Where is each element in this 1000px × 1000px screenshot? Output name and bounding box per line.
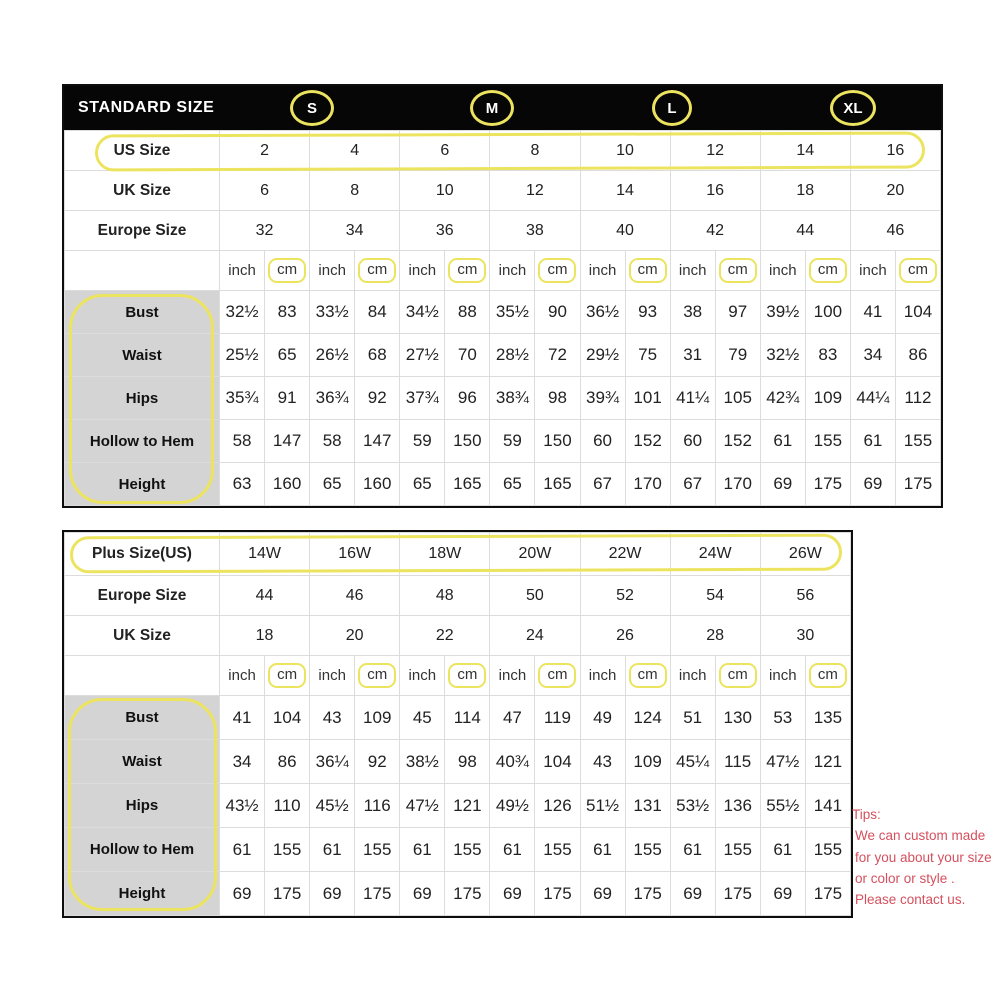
measurement-value-cell: 114 <box>445 696 490 740</box>
measurement-value-cell: 36¾ <box>310 377 355 420</box>
measurement-label-hollow-to-hem: Hollow to Hem <box>65 828 220 872</box>
measurement-value-cell: 35¾ <box>220 377 265 420</box>
size-value-cell: 50 <box>490 576 580 616</box>
size-value-cell: 14 <box>760 131 850 171</box>
measurement-value-cell: 69 <box>220 872 265 916</box>
measurement-value-cell: 69 <box>670 872 715 916</box>
measurement-value-cell: 116 <box>355 784 400 828</box>
measurement-value-cell: 155 <box>805 420 850 463</box>
measurement-value-cell: 41 <box>220 696 265 740</box>
cm-header-cell <box>445 251 490 291</box>
size-value-cell: 26 <box>580 616 670 656</box>
measurement-label-bust: Bust <box>65 696 220 740</box>
measurement-value-cell: 61 <box>760 420 805 463</box>
row-label-plus-size-us: Plus Size(US) <box>65 533 220 576</box>
measurement-value-cell: 39¾ <box>580 377 625 420</box>
row-label-europe-size: Europe Size <box>65 211 220 251</box>
measurement-value-cell: 33½ <box>310 291 355 334</box>
measurement-value-cell: 101 <box>625 377 670 420</box>
measurement-label-height: Height <box>65 872 220 916</box>
measurement-row-bust <box>65 291 941 334</box>
size-value-cell: 28 <box>670 616 760 656</box>
size-value-cell: 20W <box>490 533 580 576</box>
measurement-value-cell: 43½ <box>220 784 265 828</box>
measurement-value-cell: 155 <box>265 828 310 872</box>
cm-header-cell <box>805 656 850 696</box>
measurement-value-cell: 175 <box>715 872 760 916</box>
cm-header-cell <box>715 251 760 291</box>
size-value-cell: 12 <box>670 131 760 171</box>
row-label-europe-size: Europe Size <box>65 576 220 616</box>
cm-highlight-box: cm <box>538 258 576 283</box>
measurement-value-cell: 34 <box>850 334 895 377</box>
size-value-cell: 16 <box>850 131 940 171</box>
measurement-value-cell: 36¼ <box>310 740 355 784</box>
cm-highlight-box: cm <box>538 663 576 688</box>
measurement-value-cell: 170 <box>715 463 760 506</box>
measurement-value-cell: 175 <box>805 872 850 916</box>
measurement-value-cell: 49 <box>580 696 625 740</box>
measurement-value-cell: 160 <box>355 463 400 506</box>
measurement-value-cell: 43 <box>580 740 625 784</box>
measurement-value-cell: 100 <box>805 291 850 334</box>
measurement-value-cell: 136 <box>715 784 760 828</box>
cm-highlight-box: cm <box>629 258 667 283</box>
measurement-value-cell: 51 <box>670 696 715 740</box>
measurement-value-cell: 141 <box>805 784 850 828</box>
measurement-value-cell: 36½ <box>580 291 625 334</box>
measurement-label-waist: Waist <box>65 740 220 784</box>
measurement-value-cell: 121 <box>445 784 490 828</box>
standard-measurements-grid <box>64 130 941 506</box>
measurement-value-cell: 104 <box>535 740 580 784</box>
size-value-cell: 16W <box>310 533 400 576</box>
measurement-value-cell: 147 <box>355 420 400 463</box>
measurement-value-cell: 29½ <box>580 334 625 377</box>
measurement-row-height <box>65 872 851 916</box>
measurement-value-cell: 61 <box>220 828 265 872</box>
measurement-value-cell: 32½ <box>220 291 265 334</box>
measurement-value-cell: 41¼ <box>670 377 715 420</box>
measurement-value-cell: 47½ <box>400 784 445 828</box>
measurement-value-cell: 69 <box>490 872 535 916</box>
size-value-cell: 20 <box>310 616 400 656</box>
cm-header-cell <box>445 656 490 696</box>
measurement-value-cell: 45½ <box>310 784 355 828</box>
measurement-value-cell: 67 <box>580 463 625 506</box>
cm-highlight-box: cm <box>448 663 486 688</box>
measurement-value-cell: 55½ <box>760 784 805 828</box>
measurement-value-cell: 91 <box>265 377 310 420</box>
tips-line: We can custom made <box>855 828 986 844</box>
cm-header-cell <box>355 656 400 696</box>
measurement-value-cell: 41 <box>850 291 895 334</box>
measurement-value-cell: 38½ <box>400 740 445 784</box>
measurement-value-cell: 72 <box>535 334 580 377</box>
measurement-value-cell: 25½ <box>220 334 265 377</box>
measurement-value-cell: 83 <box>265 291 310 334</box>
measurement-value-cell: 105 <box>715 377 760 420</box>
size-value-cell: 12 <box>490 171 580 211</box>
measurement-row-hollow-to-hem <box>65 828 851 872</box>
size-value-cell: 18 <box>760 171 850 211</box>
measurement-value-cell: 112 <box>895 377 940 420</box>
measurement-value-cell: 61 <box>580 828 625 872</box>
measurement-value-cell: 44¼ <box>850 377 895 420</box>
measurement-value-cell: 152 <box>625 420 670 463</box>
measurement-value-cell: 69 <box>760 463 805 506</box>
measurement-value-cell: 69 <box>310 872 355 916</box>
size-value-cell: 6 <box>220 171 310 211</box>
measurement-value-cell: 165 <box>535 463 580 506</box>
size-value-cell: 18 <box>220 616 310 656</box>
size-value-cell: 42 <box>670 211 760 251</box>
cm-header-cell <box>265 656 310 696</box>
measurement-value-cell: 150 <box>445 420 490 463</box>
size-row-europe-size <box>65 211 941 251</box>
size-badge-l <box>652 90 692 126</box>
cm-header-cell <box>265 251 310 291</box>
inch-header-cell: inch <box>310 251 355 291</box>
size-value-cell: 48 <box>400 576 490 616</box>
measurement-value-cell: 42¾ <box>760 377 805 420</box>
tips-line: Please contact us. <box>855 892 966 908</box>
cm-highlight-box: cm <box>358 258 396 283</box>
measurement-value-cell: 47½ <box>760 740 805 784</box>
measurement-row-height <box>65 463 941 506</box>
measurement-row-hips <box>65 377 941 420</box>
measurement-value-cell: 109 <box>625 740 670 784</box>
measurement-value-cell: 175 <box>805 463 850 506</box>
size-value-cell: 44 <box>760 211 850 251</box>
inch-header-cell: inch <box>670 656 715 696</box>
measurement-value-cell: 38¾ <box>490 377 535 420</box>
cm-header-cell <box>535 656 580 696</box>
measurement-row-waist <box>65 740 851 784</box>
measurement-value-cell: 90 <box>535 291 580 334</box>
measurement-value-cell: 51½ <box>580 784 625 828</box>
measurement-value-cell: 49½ <box>490 784 535 828</box>
inch-header-cell: inch <box>490 251 535 291</box>
measurement-row-hollow-to-hem <box>65 420 941 463</box>
size-value-cell: 32 <box>220 211 310 251</box>
measurement-value-cell: 98 <box>535 377 580 420</box>
inch-header-cell: inch <box>580 656 625 696</box>
measurement-value-cell: 135 <box>805 696 850 740</box>
inch-header-cell: inch <box>400 656 445 696</box>
measurement-value-cell: 60 <box>670 420 715 463</box>
cm-header-cell <box>715 656 760 696</box>
size-value-cell: 10 <box>580 131 670 171</box>
inch-header-cell: inch <box>670 251 715 291</box>
measurement-value-cell: 27½ <box>400 334 445 377</box>
inch-header-cell: inch <box>400 251 445 291</box>
size-value-cell: 38 <box>490 211 580 251</box>
size-value-cell: 24 <box>490 616 580 656</box>
cm-header-cell <box>535 251 580 291</box>
measurement-value-cell: 155 <box>355 828 400 872</box>
size-badge-m <box>470 90 514 126</box>
measurement-value-cell: 131 <box>625 784 670 828</box>
tips-title: Tips: <box>852 807 881 822</box>
measurement-row-waist <box>65 334 941 377</box>
measurement-value-cell: 86 <box>895 334 940 377</box>
row-label-us-size: US Size <box>65 131 220 171</box>
measurement-row-bust <box>65 696 851 740</box>
measurement-value-cell: 47 <box>490 696 535 740</box>
unit-header-row <box>65 251 941 291</box>
measurement-value-cell: 65 <box>490 463 535 506</box>
cm-highlight-box: cm <box>448 258 486 283</box>
measurement-value-cell: 86 <box>265 740 310 784</box>
cm-header-cell <box>895 251 940 291</box>
cm-header-cell <box>805 251 850 291</box>
measurement-value-cell: 121 <box>805 740 850 784</box>
size-value-cell: 2 <box>220 131 310 171</box>
standard-size-title: STANDARD SIZE <box>78 99 215 116</box>
measurement-value-cell: 165 <box>445 463 490 506</box>
size-value-cell: 4 <box>310 131 400 171</box>
size-value-cell: 56 <box>760 576 850 616</box>
size-value-cell: 34 <box>310 211 400 251</box>
size-value-cell: 6 <box>400 131 490 171</box>
measurement-value-cell: 37¾ <box>400 377 445 420</box>
measurement-value-cell: 124 <box>625 696 670 740</box>
size-value-cell: 14W <box>220 533 310 576</box>
size-value-cell: 22W <box>580 533 670 576</box>
inch-header-cell: inch <box>760 251 805 291</box>
size-value-cell: 18W <box>400 533 490 576</box>
measurement-value-cell: 61 <box>850 420 895 463</box>
size-badge-s-label: S <box>306 99 317 117</box>
standard-size-table <box>62 84 943 508</box>
measurement-value-cell: 92 <box>355 740 400 784</box>
inch-header-cell: inch <box>220 251 265 291</box>
size-row-plus-size-us <box>65 533 851 576</box>
measurement-value-cell: 45¼ <box>670 740 715 784</box>
measurement-value-cell: 175 <box>895 463 940 506</box>
measurement-value-cell: 43 <box>310 696 355 740</box>
measurement-value-cell: 109 <box>355 696 400 740</box>
measurement-value-cell: 69 <box>400 872 445 916</box>
inch-header-cell: inch <box>580 251 625 291</box>
measurement-value-cell: 92 <box>355 377 400 420</box>
measurement-value-cell: 63 <box>220 463 265 506</box>
measurement-value-cell: 84 <box>355 291 400 334</box>
cm-highlight-box: cm <box>809 663 847 688</box>
measurement-value-cell: 58 <box>310 420 355 463</box>
inch-header-cell: inch <box>490 656 535 696</box>
measurement-value-cell: 175 <box>535 872 580 916</box>
measurement-value-cell: 61 <box>670 828 715 872</box>
cm-header-cell <box>355 251 400 291</box>
measurement-value-cell: 88 <box>445 291 490 334</box>
inch-header-cell: inch <box>760 656 805 696</box>
cm-highlight-box: cm <box>719 663 757 688</box>
measurement-value-cell: 104 <box>895 291 940 334</box>
measurement-value-cell: 93 <box>625 291 670 334</box>
size-value-cell: 54 <box>670 576 760 616</box>
measurement-value-cell: 155 <box>805 828 850 872</box>
measurement-value-cell: 38 <box>670 291 715 334</box>
size-badge-xl-label: XL <box>843 99 863 117</box>
measurement-value-cell: 119 <box>535 696 580 740</box>
size-value-cell: 22 <box>400 616 490 656</box>
unit-header-row <box>65 656 851 696</box>
plus-size-table <box>62 530 853 918</box>
measurement-value-cell: 170 <box>625 463 670 506</box>
measurement-value-cell: 110 <box>265 784 310 828</box>
size-row-uk-size <box>65 616 851 656</box>
size-badge-m-label: M <box>485 99 499 117</box>
size-value-cell: 8 <box>310 171 400 211</box>
measurement-value-cell: 98 <box>445 740 490 784</box>
measurement-value-cell: 155 <box>895 420 940 463</box>
measurement-value-cell: 26½ <box>310 334 355 377</box>
size-row-uk-size <box>65 171 941 211</box>
size-value-cell: 46 <box>850 211 940 251</box>
measurement-label-bust: Bust <box>65 291 220 334</box>
measurement-label-hips: Hips <box>65 377 220 420</box>
measurement-value-cell: 68 <box>355 334 400 377</box>
measurement-value-cell: 130 <box>715 696 760 740</box>
size-badge-l-label: L <box>667 99 677 117</box>
size-value-cell: 26W <box>760 533 850 576</box>
unit-row-empty-cell <box>65 656 220 696</box>
plus-measurements-grid <box>64 532 851 916</box>
measurement-value-cell: 175 <box>355 872 400 916</box>
measurement-value-cell: 155 <box>625 828 670 872</box>
measurement-value-cell: 96 <box>445 377 490 420</box>
measurement-value-cell: 69 <box>760 872 805 916</box>
size-value-cell: 20 <box>850 171 940 211</box>
size-value-cell: 10 <box>400 171 490 211</box>
measurement-value-cell: 69 <box>580 872 625 916</box>
measurement-value-cell: 126 <box>535 784 580 828</box>
measurement-value-cell: 34 <box>220 740 265 784</box>
measurement-value-cell: 65 <box>310 463 355 506</box>
cm-highlight-box: cm <box>268 258 306 283</box>
row-label-uk-size: UK Size <box>65 171 220 211</box>
size-value-cell: 40 <box>580 211 670 251</box>
measurement-value-cell: 28½ <box>490 334 535 377</box>
measurement-value-cell: 61 <box>310 828 355 872</box>
measurement-value-cell: 61 <box>400 828 445 872</box>
size-value-cell: 44 <box>220 576 310 616</box>
measurement-value-cell: 65 <box>400 463 445 506</box>
measurement-value-cell: 61 <box>760 828 805 872</box>
measurement-value-cell: 155 <box>535 828 580 872</box>
size-badge-s <box>290 90 334 126</box>
size-value-cell: 8 <box>490 131 580 171</box>
measurement-value-cell: 59 <box>400 420 445 463</box>
cm-highlight-box: cm <box>899 258 937 283</box>
measurement-value-cell: 75 <box>625 334 670 377</box>
measurement-value-cell: 150 <box>535 420 580 463</box>
measurement-value-cell: 115 <box>715 740 760 784</box>
measurement-value-cell: 160 <box>265 463 310 506</box>
cm-highlight-box: cm <box>719 258 757 283</box>
measurement-value-cell: 175 <box>625 872 670 916</box>
unit-row-empty-cell <box>65 251 220 291</box>
inch-header-cell: inch <box>310 656 355 696</box>
measurement-value-cell: 59 <box>490 420 535 463</box>
measurement-value-cell: 53 <box>760 696 805 740</box>
custom-order-tips-note <box>852 804 998 911</box>
measurement-row-hips <box>65 784 851 828</box>
size-value-cell: 16 <box>670 171 760 211</box>
row-label-uk-size: UK Size <box>65 616 220 656</box>
measurement-value-cell: 83 <box>805 334 850 377</box>
measurement-value-cell: 58 <box>220 420 265 463</box>
measurement-value-cell: 155 <box>715 828 760 872</box>
measurement-value-cell: 79 <box>715 334 760 377</box>
measurement-value-cell: 147 <box>265 420 310 463</box>
tips-line: for you about your size <box>855 849 992 865</box>
measurement-value-cell: 155 <box>445 828 490 872</box>
measurement-value-cell: 53½ <box>670 784 715 828</box>
cm-highlight-box: cm <box>358 663 396 688</box>
measurement-value-cell: 70 <box>445 334 490 377</box>
measurement-label-waist: Waist <box>65 334 220 377</box>
size-row-us-size <box>65 131 941 171</box>
measurement-value-cell: 67 <box>670 463 715 506</box>
inch-header-cell: inch <box>850 251 895 291</box>
size-value-cell: 24W <box>670 533 760 576</box>
measurement-value-cell: 40¾ <box>490 740 535 784</box>
measurement-value-cell: 32½ <box>760 334 805 377</box>
measurement-value-cell: 152 <box>715 420 760 463</box>
measurement-value-cell: 45 <box>400 696 445 740</box>
measurement-value-cell: 39½ <box>760 291 805 334</box>
measurement-value-cell: 61 <box>490 828 535 872</box>
measurement-label-hollow-to-hem: Hollow to Hem <box>65 420 220 463</box>
cm-header-cell <box>625 656 670 696</box>
measurement-label-hips: Hips <box>65 784 220 828</box>
cm-highlight-box: cm <box>809 258 847 283</box>
measurement-value-cell: 34½ <box>400 291 445 334</box>
inch-header-cell: inch <box>220 656 265 696</box>
standard-table-header-bar <box>64 86 941 130</box>
measurement-value-cell: 35½ <box>490 291 535 334</box>
measurement-value-cell: 60 <box>580 420 625 463</box>
size-value-cell: 46 <box>310 576 400 616</box>
measurement-value-cell: 69 <box>850 463 895 506</box>
cm-highlight-box: cm <box>629 663 667 688</box>
measurement-value-cell: 104 <box>265 696 310 740</box>
size-value-cell: 52 <box>580 576 670 616</box>
size-badge-xl <box>830 90 876 126</box>
tips-line: or color or style . <box>855 870 955 886</box>
size-row-europe-size <box>65 576 851 616</box>
measurement-value-cell: 109 <box>805 377 850 420</box>
measurement-label-height: Height <box>65 463 220 506</box>
measurement-value-cell: 65 <box>265 334 310 377</box>
measurement-value-cell: 31 <box>670 334 715 377</box>
cm-header-cell <box>625 251 670 291</box>
measurement-value-cell: 175 <box>445 872 490 916</box>
size-value-cell: 30 <box>760 616 850 656</box>
measurement-value-cell: 175 <box>265 872 310 916</box>
measurement-value-cell: 97 <box>715 291 760 334</box>
size-value-cell: 14 <box>580 171 670 211</box>
size-value-cell: 36 <box>400 211 490 251</box>
cm-highlight-box: cm <box>268 663 306 688</box>
